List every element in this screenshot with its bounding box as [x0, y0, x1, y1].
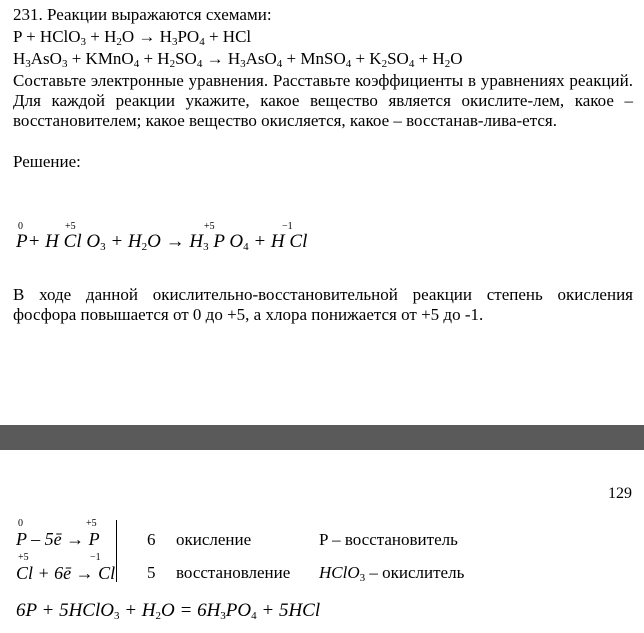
ox-state-cl-left: +5 [65, 221, 76, 232]
ox-state-cl-right: −1 [282, 221, 293, 232]
task-paragraph: Составьте электронные уравнения. Расставьте коэффициенты в уравнениях реакций. Для каждой реакции укажите, какое вещество является окислите-лем, какое – восстановителем; какое вещество окисляется, какое – восстанав-лива-ется. [13, 71, 633, 130]
row1-role: P – восстановитель [319, 530, 458, 549]
page-lower [0, 450, 644, 633]
reaction-scheme-1: P + HClO$_3$ + $H_2O \to H_3PO_4$ + HCl [13, 27, 252, 48]
page-separator [0, 425, 644, 450]
table-divider [116, 520, 117, 582]
final-equation: 6P + 5HClO$_3$ + $H_2O = 6H_3PO_4 + 5HCl$ [16, 600, 321, 622]
row2-ox-right: −1 [90, 552, 101, 563]
row2-process: восстановление [176, 563, 291, 582]
ox-state-p-right: +5 [204, 221, 215, 232]
page-number: 129 [608, 485, 632, 502]
problem-header: 231. Реакции выражаются схемами: [13, 5, 272, 24]
row2-coefficient: 5 [147, 563, 156, 582]
row1-ox-left: 0 [18, 518, 23, 529]
row1-coefficient: 6 [147, 530, 156, 549]
ox-state-p: 0 [18, 221, 23, 232]
row1-process: окисление [176, 530, 252, 549]
explanation-paragraph: В ходе данной окислительно-восстановительной реакции степень окисления фосфора повышается от 0 до +5, а хлора понижается от +5 до -1. [13, 285, 633, 324]
reaction-scheme-2: $H_3AsO_3$ + KMnO$_4$ + $H_2SO_4 \to H_3AsO_4$ + MnSO$_4$ + $K_2SO_4 + H_2O$ [13, 49, 463, 70]
row2-half-equation: Cl + 6ē → Cl [16, 563, 116, 583]
row2-ox-left: +5 [18, 552, 29, 563]
row2-role: HClO$_3$ – окислитель [319, 563, 465, 584]
redox-equation-line: P+ H Cl $O_3 + H_2O \to H_3$ P $O_4 + H$ Cl [16, 231, 308, 253]
solution-label: Решение: [13, 152, 81, 171]
row1-half-equation: P – 5ē → P [16, 529, 100, 549]
row1-ox-right: +5 [86, 518, 97, 529]
